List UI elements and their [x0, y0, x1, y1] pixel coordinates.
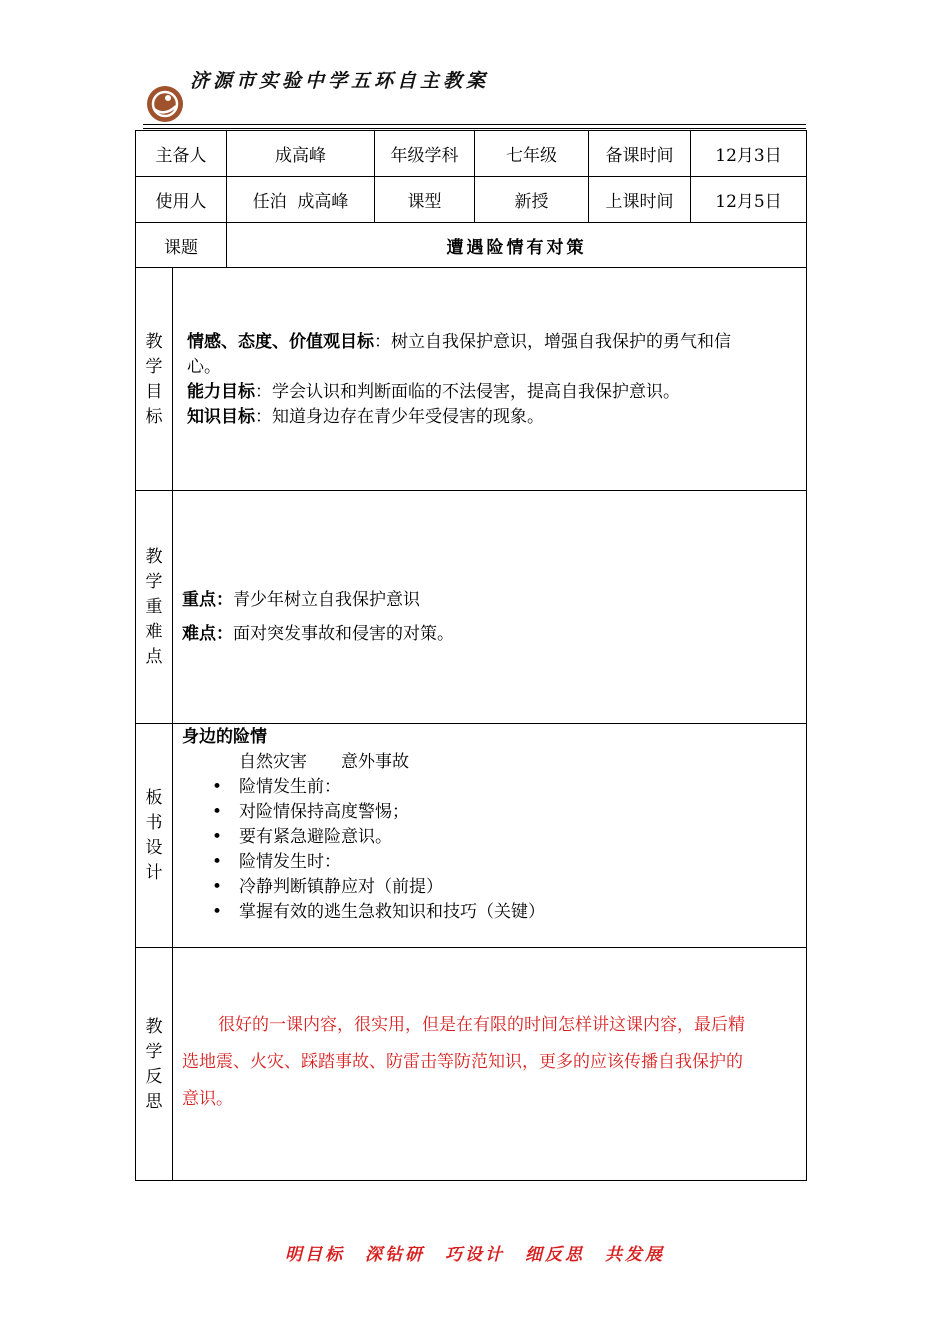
difficulty-label: 难点： [182, 624, 233, 644]
document-header-title: 济源市实验中学五环自主教案 [190, 70, 490, 92]
key-point-label: 重点： [182, 590, 233, 610]
list-item: • 冷静判断镇静应对（前提） [182, 875, 797, 900]
grade-subject-label: 年级学科 [390, 146, 459, 166]
difficulty-text: 面对突发事故和侵害的对策。 [233, 624, 454, 644]
lead-preparer-value: 成高峰 [275, 146, 326, 166]
objectives-section-label: 教 学 目 标 [145, 332, 163, 427]
reflection-line-1: 很好的一课内容，很实用，但是在有限的时间怎样讲这课内容，最后精 [218, 1015, 745, 1035]
header-rule-double [143, 128, 806, 129]
topic-label: 课题 [164, 237, 198, 258]
board-section-label: 板 书 设 计 [145, 788, 163, 883]
objectives-content [187, 330, 802, 430]
list-item: • 掌握有效的逃生急救知识和技巧（关键） [182, 900, 797, 925]
user-label: 使用人 [155, 192, 207, 212]
class-time-value: 12月5日 [715, 192, 782, 212]
knowledge-goal-label: 知识目标 [187, 407, 255, 427]
footer-motto: 明目标 深钻研 巧设计 细反思 共发展 [285, 1245, 665, 1265]
board-heading: 身边的险情 [182, 727, 267, 747]
lesson-type-value: 新授 [514, 192, 549, 212]
lead-preparer-label: 主备人 [155, 146, 207, 166]
reflection-line-2: 选地震、火灾、踩踏事故、防雷击等防范知识，更多的应该传播自我保护的 [182, 1052, 743, 1072]
grade-subject-value: 七年级 [506, 146, 557, 166]
bullet-icon: • [212, 827, 223, 847]
ability-goal-text: ：学会认识和判断面临的不法侵害，提高自我保护意识。 [255, 382, 680, 402]
board-subheading: 自然灾害 意外事故 [239, 752, 409, 772]
bullet-icon: • [212, 852, 223, 872]
emotion-goal-text-cont: 心。 [187, 357, 221, 377]
bullet-icon: • [212, 877, 223, 897]
keypoints-section-label: 教 学 重 难 点 [145, 547, 163, 667]
school-logo-icon [145, 84, 185, 124]
user-value: 任泊 成高峰 [252, 192, 349, 212]
emotion-goal-label: 情感、态度、价值观目标 [187, 332, 374, 352]
lesson-type-label: 课型 [407, 192, 442, 212]
bullet-icon: • [212, 777, 223, 797]
topic-value: 遭遇险情有对策 [446, 237, 587, 258]
prep-time-value: 12月3日 [715, 146, 782, 166]
reflection-content [182, 1007, 802, 1118]
list-item: • 险情发生前： [182, 775, 797, 800]
knowledge-goal-text: ：知道身边存在青少年受侵害的现象。 [255, 407, 544, 427]
list-item: • 险情发生时： [182, 850, 797, 875]
header-rule [143, 124, 806, 125]
bullet-icon: • [212, 802, 223, 822]
reflection-line-3: 意识。 [182, 1089, 233, 1109]
keypoints-content [182, 583, 797, 651]
list-item: • 对险情保持高度警惕； [182, 800, 797, 825]
reflection-section-label: 教 学 反 思 [145, 1017, 163, 1112]
bullet-icon: • [212, 902, 223, 922]
board-bullet-list [182, 775, 797, 925]
emotion-goal-text: ：树立自我保护意识，增强自我保护的勇气和信 [374, 332, 731, 352]
board-content [182, 725, 797, 925]
ability-goal-label: 能力目标 [187, 382, 255, 402]
key-point-text: 青少年树立自我保护意识 [233, 590, 420, 610]
class-time-label: 上课时间 [605, 192, 674, 212]
list-item: • 要有紧急避险意识。 [182, 825, 797, 850]
prep-time-label: 备课时间 [605, 146, 674, 166]
